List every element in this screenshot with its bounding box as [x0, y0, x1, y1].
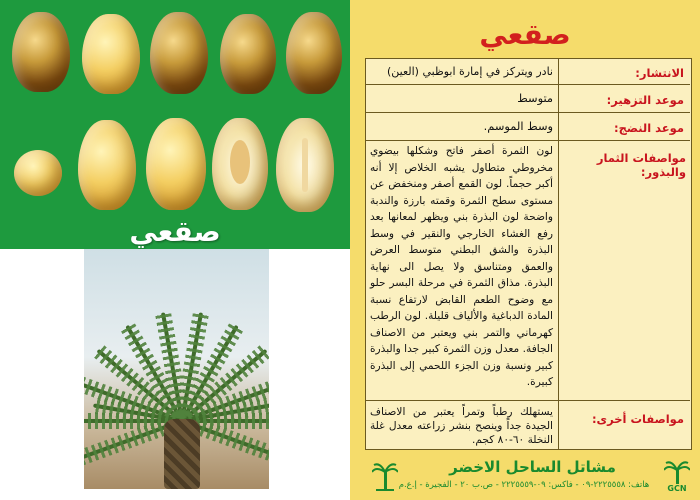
date-cut-half-image [276, 118, 334, 212]
card-title: صقعي [479, 18, 571, 51]
row-label: الانتشار: [635, 66, 684, 80]
table-divider [365, 112, 690, 113]
logo-text: GCN [667, 484, 687, 493]
date-fruit-image [12, 12, 70, 92]
date-fruit-image [220, 14, 276, 94]
row-label: مواصفات أخرى: [591, 412, 684, 426]
palm-tree-photo [84, 249, 269, 489]
company-logo-icon [664, 460, 690, 493]
table-divider [365, 140, 690, 141]
date-fruit-image [150, 12, 208, 94]
table-divider [365, 400, 690, 401]
row-value: متوسط [517, 91, 553, 105]
company-name: مشاتل الساحل الاخضر [449, 458, 616, 476]
row-value: يستهلك رطباً وتمراً يعتبر من الاصناف الجيدة جداً وينصح بنشر زراعته معدل غلة النخلة ٦٠-٨٠ كجم. [370, 406, 553, 446]
company-contact: هاتف: ٢٢٢٥٥٥٨-٠٩ - فاكس: ٠٩-٢٢٢٥٥٥٩ - ص.ب ٢٠ - الفجيرة - إ.ع.م [398, 480, 650, 490]
date-fruit-image [14, 150, 62, 196]
table-divider [558, 58, 559, 450]
variety-caption: صقعي [129, 215, 221, 248]
date-cut-half-image [212, 118, 268, 210]
row-value: وسط الموسم. [483, 119, 553, 133]
date-fruit-image [82, 14, 140, 94]
date-fruit-image [146, 118, 206, 210]
row-label: مواصفات الثمار والبذور: [596, 151, 686, 179]
dates-photo-panel [0, 0, 350, 249]
date-fruit-image [286, 12, 342, 94]
row-label: موعد النضج: [613, 121, 684, 135]
table-divider [365, 84, 690, 85]
row-value: لون الثمرة أصفر فاتح وشكلها بيضوي مخروطي متطاول يشبه الخلاص إلا أنه أكبر حجماً. لون القمع أصفر ومنخفض عن مستوى سطح الثمرة وقمته بارزة والندبة واضحة لون البذرة بني ويظهر لمعانها بعد رفع الغشاء الخارجي والنقير في وسط البذرة والشق البطني متوسط العرض والعمق ومتناسق ولا يصل الى نهاية البذرة. مذاق الثمرة في مرحلة البسر حلو مع وضوح الطعم القابض لارتفاع نسبة المادة الدباغية والألياف قليلة. لون الرطب كهرماني والتمر بني ويعتبر من الاصناف الجافة. معدل وزن الثمرة كبير جدا والبذرة كبير ونسبة وزن الجزء اللحمي إلى البذرة كبيرة. [370, 145, 553, 388]
row-label: موعد التزهير: [606, 93, 684, 107]
date-fruit-image [78, 120, 136, 210]
row-value: نادر ويتركز في إمارة ابوظبي (العين) [386, 65, 553, 78]
